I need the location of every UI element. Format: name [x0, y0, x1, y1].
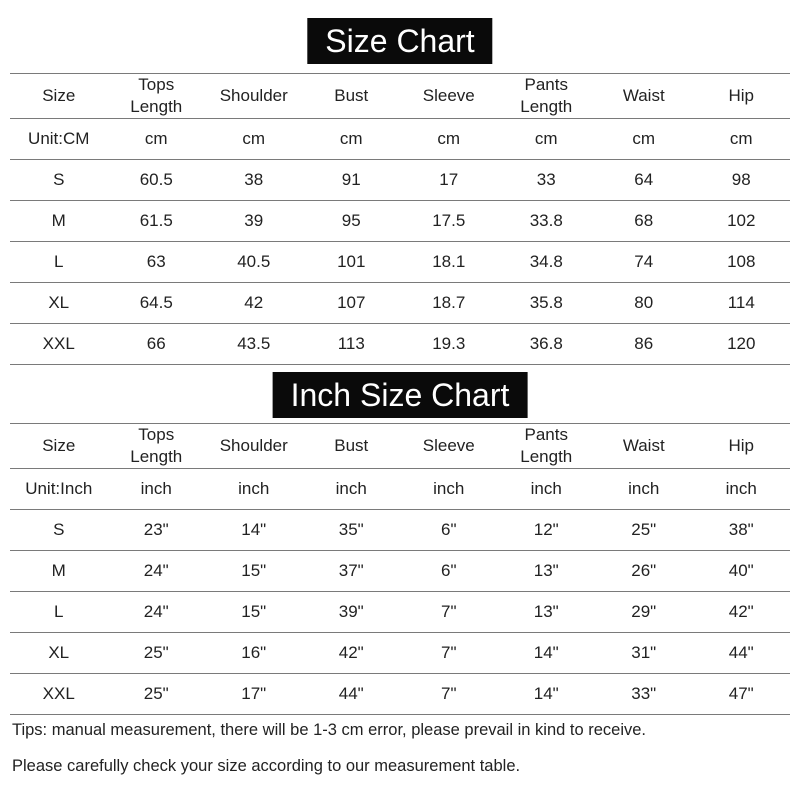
cell-sleeve: 7" — [400, 592, 498, 633]
cell-bust: 37" — [303, 551, 401, 592]
cell-hip: 44" — [693, 633, 791, 674]
cell-waist: 80 — [595, 283, 693, 324]
cell-shoulder: 40.5 — [205, 242, 303, 283]
cell-pants-length: 36.8 — [498, 324, 596, 365]
cell-pants-length: 13" — [498, 551, 596, 592]
cell-waist: 33" — [595, 674, 693, 715]
cell-size: M — [10, 201, 108, 242]
cell-tops-length: 64.5 — [108, 283, 206, 324]
cell-pants-length: 12" — [498, 510, 596, 551]
cell-tops-length: 25" — [108, 633, 206, 674]
table-row — [10, 510, 790, 551]
cell-bust: 44" — [303, 674, 401, 715]
cell-tops-length: 61.5 — [108, 201, 206, 242]
cell-bust: 101 — [303, 242, 401, 283]
cell-pants-length: 33 — [498, 160, 596, 201]
cell-shoulder: 38 — [205, 160, 303, 201]
cell-tops-length: 63 — [108, 242, 206, 283]
cell-tops-length: cm — [108, 119, 206, 160]
table-row — [10, 633, 790, 674]
cell-size: XL — [10, 633, 108, 674]
header-waist: Waist — [595, 74, 693, 119]
size-chart-inch-table — [10, 423, 790, 715]
cell-bust: 107 — [303, 283, 401, 324]
cell-bust: 39" — [303, 592, 401, 633]
cell-size: Unit:Inch — [10, 469, 108, 510]
size-chart-cm-table — [10, 73, 790, 365]
header-pants-length: Pants Length — [498, 424, 596, 469]
cell-pants-length: 13" — [498, 592, 596, 633]
cell-shoulder: 39 — [205, 201, 303, 242]
cell-tops-length: 66 — [108, 324, 206, 365]
cell-hip: 108 — [693, 242, 791, 283]
cell-hip: 38" — [693, 510, 791, 551]
table-row — [10, 283, 790, 324]
cell-size: M — [10, 551, 108, 592]
cell-size: L — [10, 242, 108, 283]
header-hip: Hip — [693, 74, 791, 119]
cell-sleeve: cm — [400, 119, 498, 160]
header-tops-length: Tops Length — [108, 74, 206, 119]
cell-hip: inch — [693, 469, 791, 510]
cell-size: XXL — [10, 674, 108, 715]
table-header-row — [10, 74, 790, 119]
cell-bust: 42" — [303, 633, 401, 674]
cell-bust: cm — [303, 119, 401, 160]
header-tops-length: Tops Length — [108, 424, 206, 469]
unit-row — [10, 119, 790, 160]
cell-sleeve: 7" — [400, 633, 498, 674]
cell-hip: 120 — [693, 324, 791, 365]
cell-bust: 91 — [303, 160, 401, 201]
header-waist: Waist — [595, 424, 693, 469]
header-sleeve: Sleeve — [400, 74, 498, 119]
table-header-row — [10, 424, 790, 469]
cell-shoulder: 15" — [205, 551, 303, 592]
cell-sleeve: 17.5 — [400, 201, 498, 242]
table-row — [10, 674, 790, 715]
header-shoulder: Shoulder — [205, 74, 303, 119]
cell-hip: 102 — [693, 201, 791, 242]
tip-check-size: Please carefully check your size according to our measurement table. — [12, 757, 521, 775]
cell-hip: 42" — [693, 592, 791, 633]
cell-hip: 47" — [693, 674, 791, 715]
cell-sleeve: 7" — [400, 674, 498, 715]
cell-sleeve: 17 — [400, 160, 498, 201]
cell-shoulder: inch — [205, 469, 303, 510]
cell-shoulder: 15" — [205, 592, 303, 633]
cell-pants-length: 14" — [498, 633, 596, 674]
cell-sleeve: 6" — [400, 510, 498, 551]
header-bust: Bust — [303, 424, 401, 469]
tip-measurement-error: Tips: manual measurement, there will be 1-3 cm error, please prevail in kind to receive. — [12, 721, 647, 739]
table-row — [10, 160, 790, 201]
cell-waist: 74 — [595, 242, 693, 283]
cell-shoulder: 16" — [205, 633, 303, 674]
cell-waist: 26" — [595, 551, 693, 592]
cell-tops-length: 24" — [108, 551, 206, 592]
cell-size: XL — [10, 283, 108, 324]
cell-shoulder: 14" — [205, 510, 303, 551]
cell-size: Unit:CM — [10, 119, 108, 160]
cell-hip: 40" — [693, 551, 791, 592]
table-body — [10, 469, 790, 715]
inch-size-chart-title: Inch Size Chart — [273, 372, 528, 418]
cell-size: L — [10, 592, 108, 633]
cell-waist: 25" — [595, 510, 693, 551]
cell-shoulder: 17" — [205, 674, 303, 715]
table-row — [10, 201, 790, 242]
cell-tops-length: 25" — [108, 674, 206, 715]
cell-sleeve: inch — [400, 469, 498, 510]
cell-waist: cm — [595, 119, 693, 160]
cell-sleeve: 18.1 — [400, 242, 498, 283]
cell-waist: 29" — [595, 592, 693, 633]
table-body — [10, 119, 790, 365]
cell-pants-length: 33.8 — [498, 201, 596, 242]
header-shoulder: Shoulder — [205, 424, 303, 469]
cell-sleeve: 18.7 — [400, 283, 498, 324]
cell-sleeve: 6" — [400, 551, 498, 592]
header-size: Size — [10, 74, 108, 119]
cell-bust: 95 — [303, 201, 401, 242]
cell-size: S — [10, 510, 108, 551]
table-row — [10, 242, 790, 283]
cell-shoulder: 42 — [205, 283, 303, 324]
cell-waist: 68 — [595, 201, 693, 242]
header-pants-length: Pants Length — [498, 74, 596, 119]
cell-pants-length: inch — [498, 469, 596, 510]
table-row — [10, 592, 790, 633]
unit-row — [10, 469, 790, 510]
cell-waist: 64 — [595, 160, 693, 201]
size-chart-title: Size Chart — [307, 18, 492, 64]
header-hip: Hip — [693, 424, 791, 469]
cell-bust: 35" — [303, 510, 401, 551]
cell-tops-length: 24" — [108, 592, 206, 633]
cell-shoulder: cm — [205, 119, 303, 160]
cell-bust: inch — [303, 469, 401, 510]
cell-tops-length: 60.5 — [108, 160, 206, 201]
cell-tops-length: 23" — [108, 510, 206, 551]
cell-hip: cm — [693, 119, 791, 160]
cell-waist: 31" — [595, 633, 693, 674]
cell-waist: 86 — [595, 324, 693, 365]
cell-hip: 114 — [693, 283, 791, 324]
header-sleeve: Sleeve — [400, 424, 498, 469]
header-size: Size — [10, 424, 108, 469]
cell-pants-length: cm — [498, 119, 596, 160]
cell-pants-length: 34.8 — [498, 242, 596, 283]
cell-bust: 113 — [303, 324, 401, 365]
cell-size: S — [10, 160, 108, 201]
cell-pants-length: 14" — [498, 674, 596, 715]
cell-size: XXL — [10, 324, 108, 365]
cell-sleeve: 19.3 — [400, 324, 498, 365]
cell-waist: inch — [595, 469, 693, 510]
cell-hip: 98 — [693, 160, 791, 201]
cell-shoulder: 43.5 — [205, 324, 303, 365]
table-row — [10, 551, 790, 592]
table-row — [10, 324, 790, 365]
cell-pants-length: 35.8 — [498, 283, 596, 324]
cell-tops-length: inch — [108, 469, 206, 510]
header-bust: Bust — [303, 74, 401, 119]
